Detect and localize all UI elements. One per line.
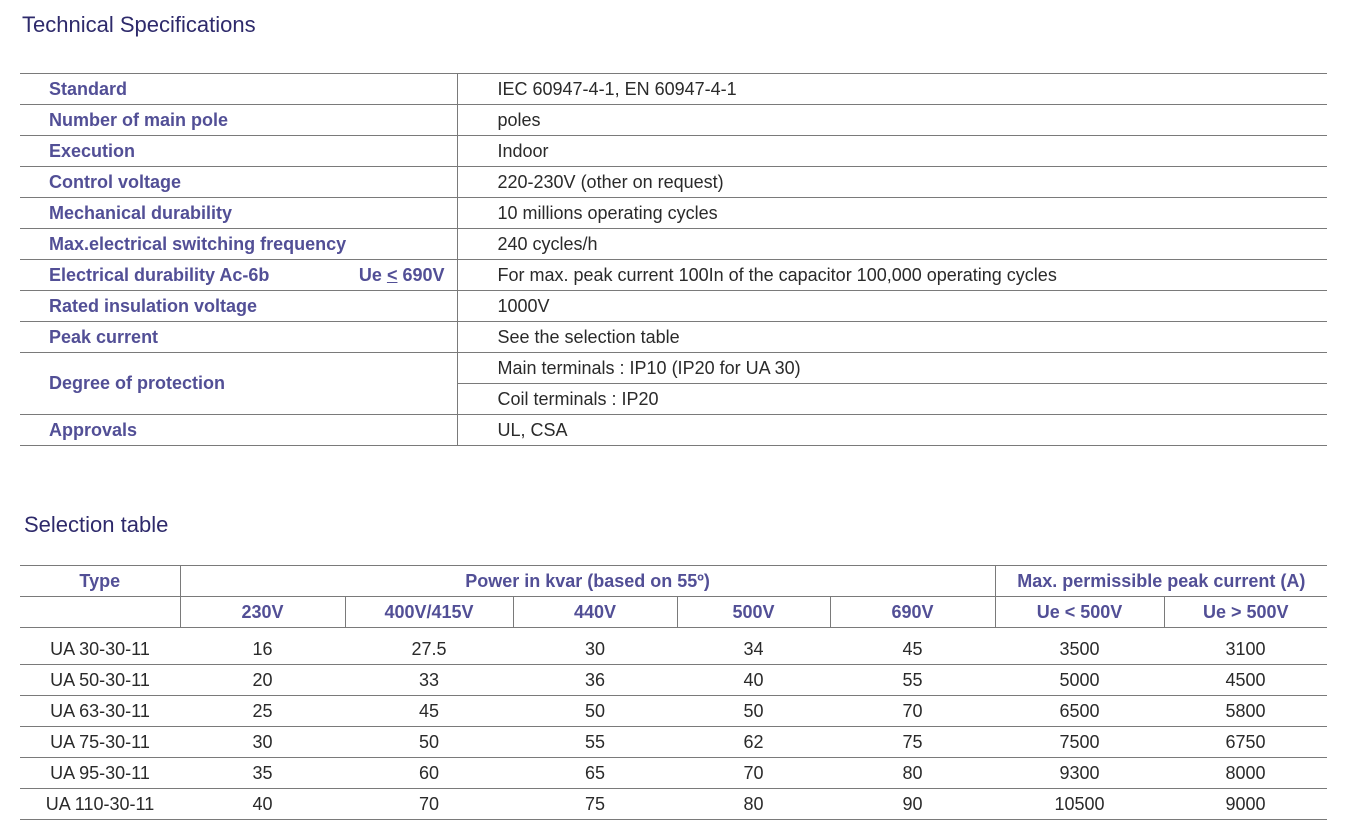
header-type: Type [20, 566, 180, 597]
cell-value: 20 [180, 665, 345, 696]
condition-suffix: 690V [397, 264, 445, 285]
selection-header-row [20, 566, 1327, 597]
page-title: Technical Specifications [22, 12, 256, 37]
spec-value: UL, CSA [457, 415, 1327, 446]
spec-value: 220-230V (other on request) [457, 167, 1327, 198]
cell-value: 6750 [1164, 727, 1327, 758]
spec-value: 1000V [457, 291, 1327, 322]
less-equal-symbol: < [386, 264, 398, 285]
spec-value: IEC 60947-4-1, EN 60947-4-1 [457, 74, 1327, 105]
cell-value: 3500 [995, 628, 1164, 665]
cell-value: 10500 [995, 789, 1164, 820]
spec-row-approvals [20, 415, 1327, 446]
spec-label: Peak current [20, 322, 457, 353]
spec-row-electrical-durability [20, 260, 1327, 291]
table-row [20, 758, 1327, 789]
spec-value: Main terminals : IP10 (IP20 for UA 30) [457, 353, 1327, 384]
spec-value: 240 cycles/h [457, 229, 1327, 260]
spec-label: Control voltage [20, 167, 457, 198]
cell-value: 9000 [1164, 789, 1327, 820]
selection-table [20, 565, 1327, 820]
spec-row-switching-frequency [20, 229, 1327, 260]
spec-value: For max. peak current 100In of the capacitor 100,000 operating cycles [457, 260, 1327, 291]
subheader-empty [20, 597, 180, 628]
cell-type: UA 95-30-11 [20, 758, 180, 789]
cell-value: 70 [830, 696, 995, 727]
subheader-400v: 400V/415V [345, 597, 513, 628]
subheader-230v: 230V [180, 597, 345, 628]
spec-label: Standard [20, 74, 457, 105]
cell-value: 50 [345, 727, 513, 758]
technical-specifications-table [20, 73, 1327, 446]
cell-value: 90 [830, 789, 995, 820]
cell-value: 34 [677, 628, 830, 665]
subheader-690v: 690V [830, 597, 995, 628]
table-row [20, 727, 1327, 758]
cell-value: 5800 [1164, 696, 1327, 727]
cell-value: 25 [180, 696, 345, 727]
cell-value: 7500 [995, 727, 1164, 758]
cell-value: 40 [677, 665, 830, 696]
spec-row-main-pole [20, 105, 1327, 136]
cell-value: 8000 [1164, 758, 1327, 789]
cell-value: 65 [513, 758, 677, 789]
cell-value: 70 [677, 758, 830, 789]
spec-label: Number of main pole [20, 105, 457, 136]
spec-value: poles [457, 105, 1327, 136]
cell-value: 80 [830, 758, 995, 789]
cell-value: 60 [345, 758, 513, 789]
subheader-500v: 500V [677, 597, 830, 628]
spec-label: Approvals [20, 415, 457, 446]
spec-label: Electrical durability Ac-6b [49, 264, 270, 285]
spec-label: Execution [20, 136, 457, 167]
spec-value: Indoor [457, 136, 1327, 167]
cell-value: 45 [345, 696, 513, 727]
cell-value: 50 [677, 696, 830, 727]
header-peak-current: Max. permissible peak current (A) [995, 566, 1327, 597]
cell-value: 80 [677, 789, 830, 820]
spec-row-control-voltage [20, 167, 1327, 198]
cell-type: UA 75-30-11 [20, 727, 180, 758]
spec-label-condition [359, 265, 445, 286]
cell-type: UA 30-30-11 [20, 628, 180, 665]
cell-value: 50 [513, 696, 677, 727]
spec-label: Max.electrical switching frequency [20, 229, 457, 260]
cell-value: 36 [513, 665, 677, 696]
cell-type: UA 110-30-11 [20, 789, 180, 820]
spec-row-degree-protection [20, 353, 1327, 384]
cell-value: 35 [180, 758, 345, 789]
cell-value: 55 [513, 727, 677, 758]
cell-value: 45 [830, 628, 995, 665]
table-row [20, 789, 1327, 820]
cell-value: 75 [830, 727, 995, 758]
cell-value: 27.5 [345, 628, 513, 665]
subheader-ue-above-500v: Ue > 500V [1164, 597, 1327, 628]
spec-value: See the selection table [457, 322, 1327, 353]
cell-type: UA 63-30-11 [20, 696, 180, 727]
header-power: Power in kvar (based on 55º) [180, 566, 995, 597]
cell-value: 30 [513, 628, 677, 665]
cell-value: 6500 [995, 696, 1164, 727]
spec-value: Coil terminals : IP20 [457, 384, 1327, 415]
cell-value: 16 [180, 628, 345, 665]
spec-value: 10 millions operating cycles [457, 198, 1327, 229]
cell-value: 55 [830, 665, 995, 696]
spec-label: Rated insulation voltage [20, 291, 457, 322]
table-row [20, 665, 1327, 696]
selection-subheader-row [20, 597, 1327, 628]
spec-row-insulation-voltage [20, 291, 1327, 322]
spec-row-execution [20, 136, 1327, 167]
condition-prefix: Ue [358, 264, 387, 285]
cell-value: 40 [180, 789, 345, 820]
spec-row-standard [20, 74, 1327, 105]
subheader-440v: 440V [513, 597, 677, 628]
cell-value: 70 [345, 789, 513, 820]
table-row [20, 628, 1327, 665]
cell-value: 62 [677, 727, 830, 758]
cell-value: 5000 [995, 665, 1164, 696]
cell-value: 30 [180, 727, 345, 758]
selection-table-title: Selection table [24, 512, 169, 537]
spec-row-peak-current [20, 322, 1327, 353]
cell-value: 4500 [1164, 665, 1327, 696]
spec-label: Degree of protection [20, 353, 457, 415]
cell-type: UA 50-30-11 [20, 665, 180, 696]
cell-value: 33 [345, 665, 513, 696]
subheader-ue-below-500v: Ue < 500V [995, 597, 1164, 628]
spec-label: Mechanical durability [20, 198, 457, 229]
spec-label-cell [20, 260, 457, 291]
table-row [20, 696, 1327, 727]
spec-row-mechanical-durability [20, 198, 1327, 229]
cell-value: 3100 [1164, 628, 1327, 665]
cell-value: 75 [513, 789, 677, 820]
cell-value: 9300 [995, 758, 1164, 789]
